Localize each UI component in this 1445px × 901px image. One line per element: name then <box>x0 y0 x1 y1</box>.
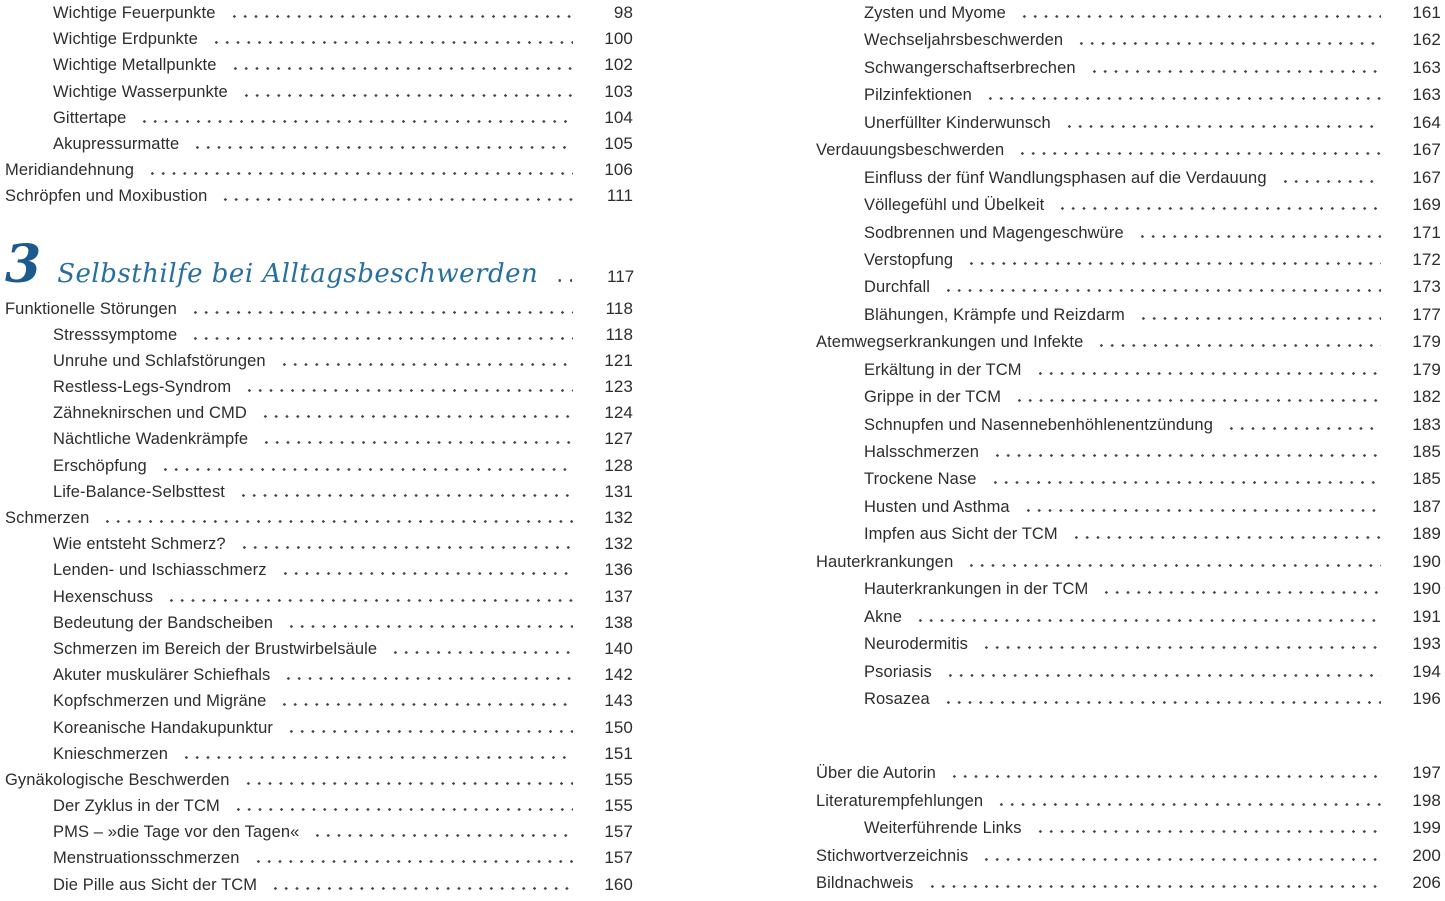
toc-entry-label: Rosazea <box>864 689 930 708</box>
toc-entry-label: Völlegefühl und Übelkeit <box>864 196 1045 215</box>
toc-entry-page: 162 <box>1412 30 1441 50</box>
toc-entry <box>5 691 633 717</box>
toc-entry <box>5 744 633 770</box>
toc-entry-label: Literaturempfehlungen <box>816 791 984 810</box>
toc-entry-page: 206 <box>1412 873 1441 893</box>
dot-leader <box>147 172 573 175</box>
dot-leader <box>260 415 573 418</box>
toc-entry-label: Durchfall <box>864 278 931 297</box>
dot-leader <box>1017 152 1381 155</box>
chapter-number: 3 <box>5 233 42 295</box>
toc-entry-page: 124 <box>604 403 633 423</box>
dot-leader <box>233 808 573 811</box>
toc-entry <box>816 250 1441 277</box>
toc-entry-page: 190 <box>1412 579 1441 599</box>
dot-leader <box>1280 180 1381 183</box>
toc-entry <box>816 873 1441 900</box>
toc-entry-label: Bildnachweis <box>816 874 914 893</box>
toc-entry-label: Impfen aus Sicht der TCM <box>864 525 1058 544</box>
toc-block <box>816 3 1441 716</box>
dot-leader <box>243 782 573 785</box>
toc-entry-page: 151 <box>604 743 633 763</box>
toc-entry <box>5 482 633 508</box>
dot-leader <box>966 564 1381 567</box>
dot-leader <box>279 703 573 706</box>
toc-entry-page: 167 <box>1412 167 1441 187</box>
toc-entry <box>5 456 633 482</box>
toc-entry-label: Menstruationsschmerzen <box>53 849 240 868</box>
toc-entry-label: Kopfschmerzen und Migräne <box>53 692 267 711</box>
toc-entry-page: 163 <box>1412 57 1441 77</box>
toc-entry-label: Funktionelle Störungen <box>5 299 177 318</box>
toc-entry-label: Die Pille aus Sicht der TCM <box>53 875 258 894</box>
toc-entry-label: Verstopfung <box>864 250 954 269</box>
toc-entry <box>5 665 633 691</box>
toc-entry-label: Einfluss der fünf Wandlungsphasen auf die Verdauung <box>864 168 1267 187</box>
toc-entry <box>5 796 633 822</box>
toc-entry <box>816 442 1441 469</box>
dot-leader <box>1101 591 1381 594</box>
dot-leader <box>1057 207 1381 210</box>
dot-leader <box>239 546 573 549</box>
dot-leader <box>238 494 573 497</box>
toc-entry-label: Zähneknirschen und CMD <box>53 404 247 423</box>
toc-entry-page: 187 <box>1412 496 1441 516</box>
toc-entry <box>5 351 633 377</box>
toc-entry <box>5 403 633 429</box>
toc-entry-page: 103 <box>604 81 633 101</box>
toc-entry-label: Schmerzen im Bereich der Brustwirbelsäule <box>53 639 378 658</box>
toc-entry-label: Neurodermitis <box>864 635 968 654</box>
dot-leader <box>985 97 1381 100</box>
toc-entry-label: Schwangerschaftserbrechen <box>864 58 1076 77</box>
toc-entry-label: Gittertape <box>53 108 127 127</box>
toc-entry <box>816 332 1441 359</box>
toc-entry-page: 98 <box>613 3 633 22</box>
toc-entry-page: 194 <box>1412 661 1441 681</box>
toc-entry-page: 106 <box>604 160 633 180</box>
toc-entry <box>816 3 1441 30</box>
toc-entry-page: 104 <box>604 107 633 127</box>
dot-leader <box>283 677 573 680</box>
dot-leader <box>241 94 573 97</box>
toc-entry-page: 128 <box>604 455 633 475</box>
toc-entry-label: Stichwortverzeichnis <box>816 846 969 865</box>
toc-entry <box>5 718 633 744</box>
toc-entry <box>816 277 1441 304</box>
toc-block <box>5 299 633 901</box>
toc-entry-label: Atemwegserkrankungen und Infekte <box>816 333 1084 352</box>
toc-entry-page: 127 <box>604 429 633 449</box>
toc-entry-label: Husten und Asthma <box>864 497 1010 516</box>
dot-leader <box>990 481 1381 484</box>
toc-entry-label: Zysten und Myome <box>864 4 1006 22</box>
toc-entry <box>816 168 1441 195</box>
dot-leader <box>190 311 573 314</box>
toc-entry-label: Wichtige Metallpunkte <box>53 56 217 75</box>
toc-entry-page: 183 <box>1412 414 1441 434</box>
toc-entry-page: 155 <box>604 796 633 816</box>
toc-entry-label: Trockene Nase <box>864 470 977 489</box>
toc-entry-label: Wechseljahrsbeschwerden <box>864 31 1064 50</box>
dot-leader <box>192 146 573 149</box>
toc-entry-label: Bedeutung der Bandscheiben <box>53 613 274 632</box>
dot-leader <box>1137 235 1381 238</box>
toc-entry-page: 189 <box>1412 524 1441 544</box>
toc-entry <box>816 387 1441 414</box>
dot-leader <box>992 454 1381 457</box>
toc-entry-page: 157 <box>604 848 633 868</box>
toc-entry <box>816 497 1441 524</box>
chapter-title: Selbsthilfe bei Alltagsbeschwerden <box>57 258 539 289</box>
toc-entry-label: Sodbrennen und Magengeschwüre <box>864 223 1124 242</box>
toc-entry <box>816 415 1441 442</box>
toc-entry-page: 121 <box>604 350 633 370</box>
toc-entry-label: Gynäkologische Beschwerden <box>5 770 230 789</box>
dot-leader <box>261 441 573 444</box>
toc-entry <box>5 822 633 848</box>
toc-entry-label: Akupressurmatte <box>53 134 180 153</box>
toc-block <box>5 3 633 213</box>
toc-entry-page: 185 <box>1412 469 1441 489</box>
toc-entry-label: Nächtliche Wadenkrämpfe <box>53 430 249 449</box>
dot-leader <box>949 775 1381 778</box>
toc-entry-page: 131 <box>604 481 633 501</box>
toc-entry-label: Schnupfen und Nasennebenhöhlenentzündung <box>864 415 1213 434</box>
toc-entry-label: Hauterkrankungen <box>816 552 954 571</box>
toc-entry <box>5 770 633 796</box>
toc-entry <box>816 195 1441 222</box>
toc-entry-page: 161 <box>1412 3 1441 22</box>
dot-leader <box>1076 42 1381 45</box>
toc-entry-label: Knieschmerzen <box>53 744 169 763</box>
toc-entry <box>816 818 1441 845</box>
toc-entry-page: 105 <box>604 133 633 153</box>
toc-entry-label: Über die Autorin <box>816 764 936 783</box>
dot-leader <box>160 468 573 471</box>
toc-entry <box>5 325 633 351</box>
toc-entry <box>5 875 633 901</box>
dot-leader <box>1014 399 1381 402</box>
toc-entry-label: Weiterführende Links <box>864 819 1022 838</box>
toc-entry-page: 150 <box>604 717 633 737</box>
dot-leader <box>312 834 573 837</box>
dot-leader <box>943 289 1381 292</box>
toc-entry <box>816 846 1441 873</box>
toc-entry <box>5 55 633 81</box>
dot-leader <box>270 887 573 890</box>
dot-leader <box>927 885 1381 888</box>
toc-entry-page: 118 <box>605 324 633 344</box>
toc-entry-label: Meridiandehnung <box>5 161 135 180</box>
toc-entry <box>5 429 633 455</box>
dot-leader <box>981 646 1381 649</box>
toc-entry-page: 179 <box>1412 332 1441 352</box>
toc-entry-page: 199 <box>1412 818 1441 838</box>
toc-entry-page: 190 <box>1412 551 1441 571</box>
toc-entry-label: Schmerzen <box>5 509 90 527</box>
toc-entry-page: 132 <box>604 534 633 554</box>
toc-entry <box>5 108 633 134</box>
toc-entry <box>816 552 1441 579</box>
toc-entry <box>816 469 1441 496</box>
toc-entry-label: Life-Balance-Selbsttest <box>53 482 225 501</box>
toc-entry-label: Akne <box>864 607 903 626</box>
toc-entry-label: Halsschmerzen <box>864 443 980 461</box>
dot-leader <box>554 279 572 282</box>
toc-entry <box>5 299 633 325</box>
toc-entry-label: Blähungen, Krämpfe und Reizdarm <box>864 305 1125 324</box>
toc-entry <box>5 639 633 665</box>
toc-entry-page: 138 <box>604 612 633 632</box>
toc-entry-page: 182 <box>1412 387 1441 407</box>
toc-entry <box>5 160 633 186</box>
toc-entry-label: Lenden- und Ischiasschmerz <box>53 561 267 580</box>
dot-leader <box>286 730 573 733</box>
toc-entry-page: 171 <box>1412 222 1441 242</box>
dot-leader <box>390 651 573 654</box>
toc-entry <box>816 763 1441 790</box>
toc-entry-label: Pilzinfektionen <box>864 86 972 105</box>
toc-entry <box>816 634 1441 661</box>
toc-entry <box>5 29 633 55</box>
toc-entry-page: 155 <box>604 769 633 789</box>
toc-entry-page: 100 <box>604 29 633 49</box>
toc-entry <box>5 560 633 586</box>
dot-leader <box>945 674 1381 677</box>
dot-leader <box>230 67 573 70</box>
toc-entry-page: 118 <box>605 298 633 318</box>
toc-entry-label: Grippe in der TCM <box>864 388 1002 407</box>
toc-entry-page: 157 <box>604 822 633 842</box>
toc-entry-label: Verdauungsbeschwerden <box>816 141 1005 160</box>
toc-entry-page: 163 <box>1412 85 1441 105</box>
toc-entry-label: Wichtige Wasserpunkte <box>53 82 228 101</box>
dot-leader <box>1089 70 1381 73</box>
dot-leader <box>966 262 1381 265</box>
dot-leader <box>1035 372 1381 375</box>
toc-entry <box>5 587 633 613</box>
dot-leader <box>139 120 573 123</box>
toc-entry <box>816 791 1441 818</box>
dot-leader <box>996 803 1381 806</box>
toc-entry <box>5 613 633 639</box>
dot-leader <box>253 860 573 863</box>
toc-left-column <box>5 3 633 901</box>
dot-leader <box>1226 427 1381 430</box>
toc-entry-page: 140 <box>604 638 633 658</box>
toc-entry-page: 193 <box>1412 634 1441 654</box>
toc-entry-label: PMS – »die Tage vor den Tagen« <box>53 823 300 842</box>
dot-leader <box>1064 125 1381 128</box>
toc-entry <box>5 134 633 160</box>
chapter-heading <box>5 233 635 295</box>
dot-leader <box>102 520 573 523</box>
toc-entry-label: Wichtige Feuerpunkte <box>53 4 216 22</box>
toc-entry <box>5 508 633 534</box>
toc-entry-page: 142 <box>604 665 633 685</box>
toc-entry-page: 164 <box>1412 112 1441 132</box>
toc-entry-label: Erkältung in der TCM <box>864 360 1022 379</box>
toc-entry-page: 185 <box>1412 442 1441 461</box>
toc-entry-label: Der Zyklus in der TCM <box>53 797 220 816</box>
dot-leader <box>1019 15 1381 18</box>
dot-leader <box>981 858 1381 861</box>
toc-entry <box>816 140 1441 167</box>
dot-leader <box>220 198 573 201</box>
dot-leader <box>915 619 1381 622</box>
dot-leader <box>286 625 573 628</box>
toc-entry-label: Psoriasis <box>864 662 932 681</box>
toc-entry-page: 132 <box>604 508 633 527</box>
toc-entry-page: 191 <box>1412 606 1441 626</box>
toc-entry-page: 196 <box>1412 688 1441 708</box>
toc-entry <box>816 58 1441 85</box>
toc-entry-page: 137 <box>604 586 633 606</box>
chapter-page-number: 117 <box>607 266 635 286</box>
dot-leader <box>279 363 573 366</box>
dot-leader <box>244 389 573 392</box>
toc-entry <box>816 524 1441 551</box>
toc-entry-page: 123 <box>604 377 633 397</box>
toc-entry <box>816 305 1441 332</box>
toc-entry-label: Koreanische Handakupunktur <box>53 718 273 737</box>
dot-leader <box>181 756 573 759</box>
toc-right-column <box>816 3 1441 901</box>
toc-entry-page: 169 <box>1412 195 1441 215</box>
dot-leader <box>211 41 573 44</box>
toc-entry-label: Hauterkrankungen in der TCM <box>864 580 1089 599</box>
dot-leader <box>1023 509 1381 512</box>
toc-entry-label: Erschöpfung <box>53 456 147 475</box>
toc-entry-label: Wie entsteht Schmerz? <box>53 535 226 554</box>
toc-entry-page: 179 <box>1412 359 1441 379</box>
toc-entry-label: Hexenschuss <box>53 587 154 606</box>
toc-entry <box>816 579 1441 606</box>
dot-leader <box>166 599 573 602</box>
toc-entry-label: Wichtige Erdpunkte <box>53 30 198 49</box>
toc-entry <box>5 82 633 108</box>
toc-entry-page: 177 <box>1412 304 1441 324</box>
toc-entry-label: Akuter muskulärer Schiefhals <box>53 666 271 685</box>
toc-entry <box>5 3 633 29</box>
toc-entry <box>816 360 1441 387</box>
toc-entry-page: 198 <box>1412 790 1441 810</box>
toc-entry-label: Stresssymptome <box>53 325 178 344</box>
toc-entry-page: 102 <box>604 55 633 75</box>
dot-leader <box>190 337 573 340</box>
toc-entry-page: 111 <box>606 186 633 206</box>
toc-entry-page: 167 <box>1412 140 1441 160</box>
toc-entry <box>5 186 633 212</box>
toc-entry <box>5 377 633 403</box>
toc-entry <box>816 662 1441 689</box>
dot-leader <box>1138 317 1381 320</box>
dot-leader <box>229 15 574 18</box>
toc-entry <box>816 85 1441 112</box>
toc-entry <box>816 30 1441 57</box>
toc-entry-page: 136 <box>604 560 633 580</box>
toc-entry-page: 173 <box>1412 277 1441 297</box>
toc-entry <box>5 848 633 874</box>
dot-leader <box>1071 536 1381 539</box>
toc-entry-page: 172 <box>1412 249 1441 269</box>
dot-leader <box>943 701 1381 704</box>
toc-entry-page: 160 <box>604 874 633 894</box>
toc-entry-page: 200 <box>1412 845 1441 865</box>
dot-leader <box>280 572 573 575</box>
toc-entry <box>816 689 1441 716</box>
toc-entry <box>816 223 1441 250</box>
toc-entry-label: Unruhe und Schlafstörungen <box>53 351 266 370</box>
dot-leader <box>1096 344 1381 347</box>
toc-entry <box>816 113 1441 140</box>
toc-entry <box>5 534 633 560</box>
toc-block <box>816 763 1441 900</box>
dot-leader <box>1035 830 1381 833</box>
toc-entry-page: 143 <box>604 691 633 711</box>
toc-entry <box>816 607 1441 634</box>
toc-entry-page: 197 <box>1412 763 1441 783</box>
toc-entry-label: Restless-Legs-Syndrom <box>53 378 232 397</box>
toc-entry-label: Schröpfen und Moxibustion <box>5 187 208 206</box>
toc-entry-label: Unerfüllter Kinderwunsch <box>864 113 1051 132</box>
